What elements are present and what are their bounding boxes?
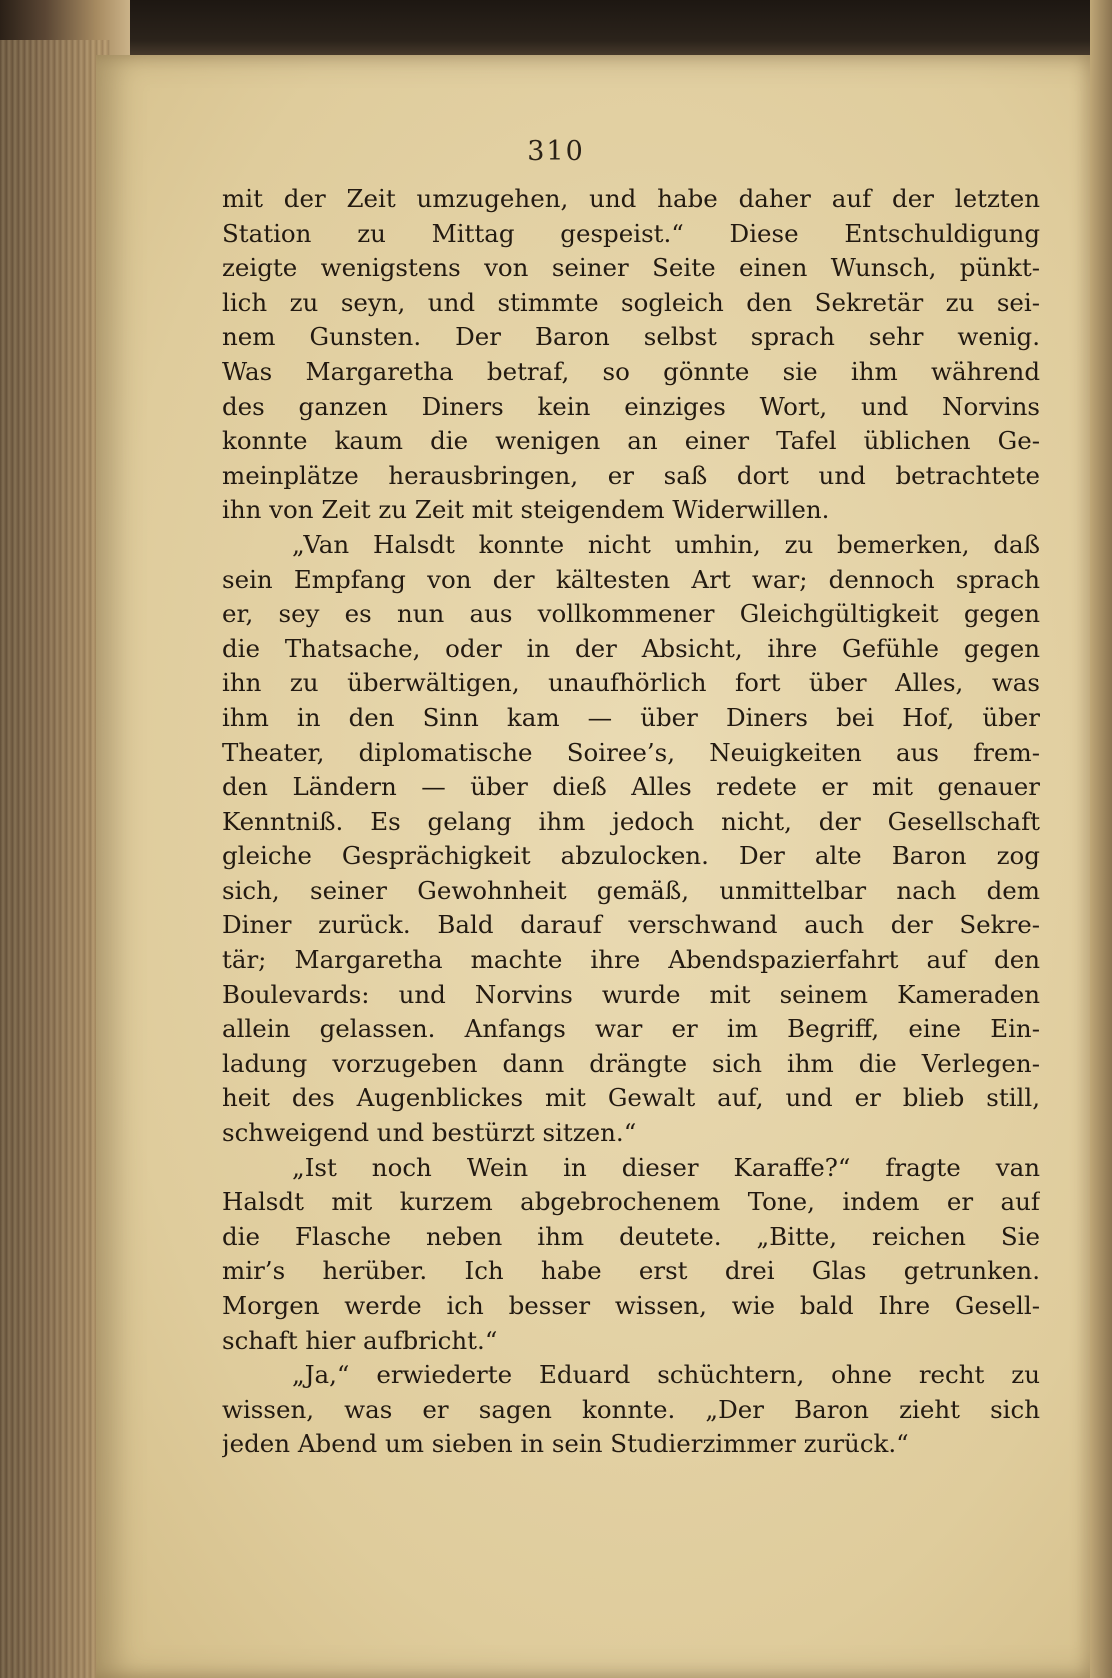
page-stack-edges (0, 40, 110, 1678)
body-text (222, 182, 1040, 1462)
text-line: sein Empfang von der kältesten Art war; dennoch sprach (222, 564, 1040, 594)
text-line: wissen, was er sagen konnte. „Der Baron zieht sich (222, 1394, 1040, 1424)
text-line: nem Gunsten. Der Baron selbst sprach sehr wenig. (222, 322, 1040, 352)
text-line: allein gelassen. Anfangs war er im Begriff, eine Ein- (222, 1014, 1040, 1044)
text-line: Morgen werde ich besser wissen, wie bald Ihre Gesell- (222, 1291, 1040, 1320)
text-line: meinplätze herausbringen, er saß dort und betrachtete (222, 460, 1040, 490)
text-line: sich, seiner Gewohnheit gemäß, unmittelbar nach dem (222, 875, 1040, 905)
text-line: des ganzen Diners kein einziges Wort, und Norvins (222, 391, 1040, 421)
text-line: tär; Margaretha machte ihre Abendspazierfahrt auf den (222, 945, 1040, 975)
text-line: die Thatsache, oder in der Absicht, ihre Gefühle gegen (222, 633, 1040, 663)
page-right-edge (1090, 0, 1112, 1678)
text-line: „Ist noch Wein in dieser Karaffe?“ fragte van (292, 1152, 1040, 1182)
text-line: Diner zurück. Bald darauf verschwand auch der Sekre- (222, 910, 1040, 940)
text-line: Boulevards: und Norvins wurde mit seinem Kameraden (222, 979, 1040, 1009)
text-line: „Ja,“ erwiederte Eduard schüchtern, ohne recht zu (292, 1360, 1040, 1390)
text-line: ihm in den Sinn kam — über Diners bei Hof, über (222, 702, 1040, 732)
text-line: ladung vorzugeben dann drängte sich ihm die Verlegen- (222, 1048, 1040, 1078)
text-line: er, sey es nun aus vollkommener Gleichgültigkeit gegen (222, 599, 1040, 629)
text-line: jeden Abend um sieben in sein Studierzimmer zurück.“ (222, 1429, 909, 1459)
text-line: schweigend und bestürzt sitzen.“ (222, 1118, 637, 1148)
text-line: ihn von Zeit zu Zeit mit steigendem Widerwillen. (222, 495, 830, 525)
text-line: Kenntniß. Es gelang ihm jedoch nicht, der Gesellschaft (222, 806, 1040, 836)
text-line: lich zu seyn, und stimmte sogleich den Sekretär zu sei- (222, 287, 1040, 317)
text-line: „Van Halsdt konnte nicht umhin, zu bemerken, daß (292, 529, 1040, 559)
text-line: mir’s herüber. Ich habe erst drei Glas getrunken. (222, 1256, 1040, 1286)
book-cover-top (0, 0, 1112, 58)
text-line: den Ländern — über dieß Alles redete er mit genauer (222, 772, 1040, 802)
text-line: konnte kaum die wenigen an einer Tafel üblichen Ge- (222, 426, 1040, 456)
text-line: gleiche Gesprächigkeit abzulocken. Der alte Baron zog (222, 841, 1040, 871)
text-line: schaft hier aufbricht.“ (222, 1325, 498, 1355)
text-line: die Flasche neben ihm deutete. „Bitte, reichen Sie (222, 1221, 1040, 1251)
text-line: Station zu Mittag gespeist.“ Diese Entschuldigung (222, 218, 1040, 248)
text-line: ihn zu überwältigen, unaufhörlich fort über Alles, was (222, 668, 1040, 698)
text-line: mit der Zeit umzugehen, und habe daher auf der letzten (222, 184, 1040, 213)
text-line: Was Margaretha betraf, so gönnte sie ihm während (222, 356, 1040, 386)
text-line: Theater, diplomatische Soiree’s, Neuigkeiten aus frem- (222, 737, 1040, 767)
page-number: 310 (527, 136, 585, 167)
text-line: zeigte wenigstens von seiner Seite einen Wunsch, pünkt- (222, 253, 1040, 283)
text-line: heit des Augenblickes mit Gewalt auf, und er blieb still, (222, 1083, 1040, 1113)
text-line: Halsdt mit kurzem abgebrochenem Tone, indem er auf (222, 1187, 1040, 1217)
